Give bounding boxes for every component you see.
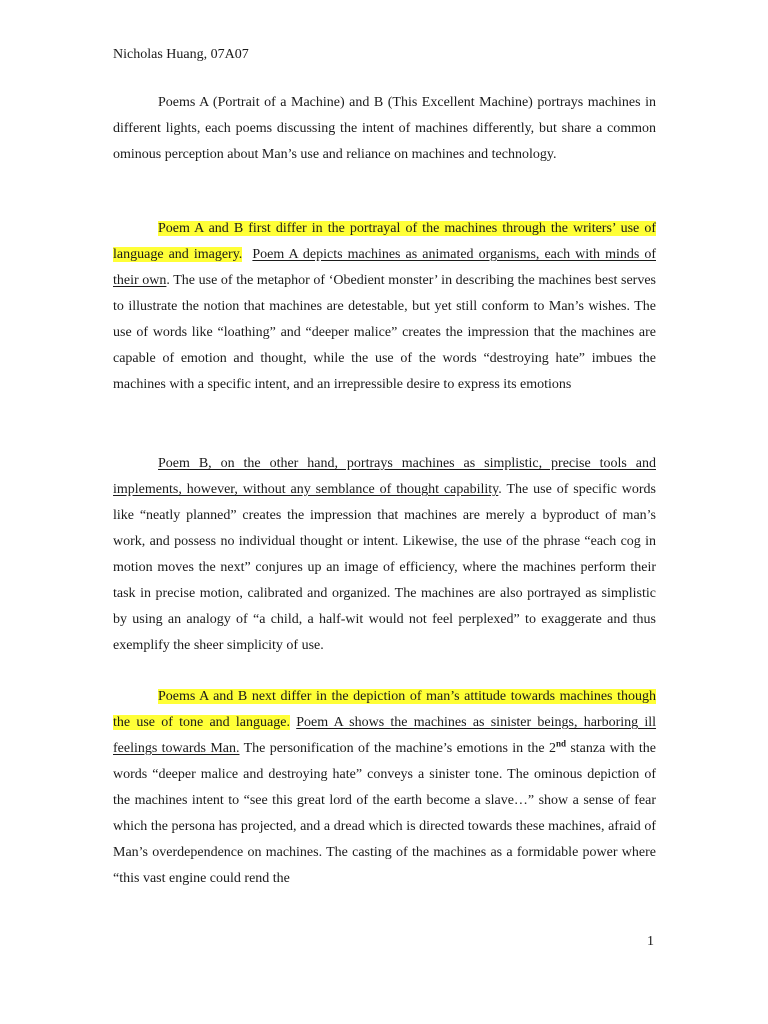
paragraph-body-text: . The use of the metaphor of ‘Obedient monster’ in describing the machines best serves to illustrate the notion that machines are detestable, but yet still conform to Man’s wishes. The use of words like “loathing” and “deeper malice” creates the impression that the machines are capable of emotion and thought, while the use of the words “destroying hate” imbues the machines with a specific intent, and an irrepressible desire to express its emotions (113, 273, 656, 392)
page-number: 1 (647, 934, 654, 949)
paragraph-body-text-continued: stanza with the words “deeper malice and destroying hate” conveys a sinister tone. The ominous depiction of the machines intent to “see this great lord of the earth become a slave…” show a sense of fear which the persona has projected, and a dread which is directed towards these machines, afraid of Man’s overdependence on machines. The casting of the machines as a formidable power where “this vast engine could rend the (113, 741, 656, 886)
underlined-claim: Poem A depicts machines as animated organisms, each with minds of their own (113, 247, 656, 288)
highlighted-topic-sentence: Poems A and B next differ in the depiction of man’s attitude towards machines though the use of tone and language. (113, 689, 656, 730)
paragraph-body-text: The personification of the machine’s emotions in the 2 (239, 741, 556, 756)
paragraph-body-text: . The use of specific words like “neatly planned” creates the impression that machines are merely a byproduct of man’s work, and possess no individual thought or intent. Likewise, the use of the phrase “each cog in motion moves the next” conjures up an image of efficiency, where the machines perform their task in precise motion, calibrated and organized. The machines are also portrayed as simplistic by using an analogy of “a child, a half-wit would not feel perplexed” to exaggerate and thus exemplify the sheer simplicity of use. (113, 482, 656, 653)
paragraph-poem-b (113, 451, 656, 659)
paragraph-tone-language (113, 684, 656, 892)
underlined-claim: Poem B, on the other hand, portrays machines as simplistic, precise tools and implements, however, without any semblance of thought capability (113, 456, 656, 497)
underlined-claim: Poem A shows the machines as sinister beings, harboring ill feelings towards Man. (113, 715, 657, 756)
paragraph-introduction-text: Poems A (Portrait of a Machine) and B (This Excellent Machine) portrays machines in different lights, each poems discussing the intent of machines differently, but share a common ominous perception about Man’s use and reliance on machines and technology. (113, 95, 656, 162)
author-header: Nicholas Huang, 07A07 (113, 47, 249, 62)
paragraph-language-imagery (113, 216, 656, 398)
paragraph-introduction (113, 90, 656, 168)
highlighted-topic-sentence: Poem A and B first differ in the portrayal of the machines through the writers’ use of language and imagery. (113, 221, 656, 262)
ordinal-superscript: nd (555, 738, 566, 749)
